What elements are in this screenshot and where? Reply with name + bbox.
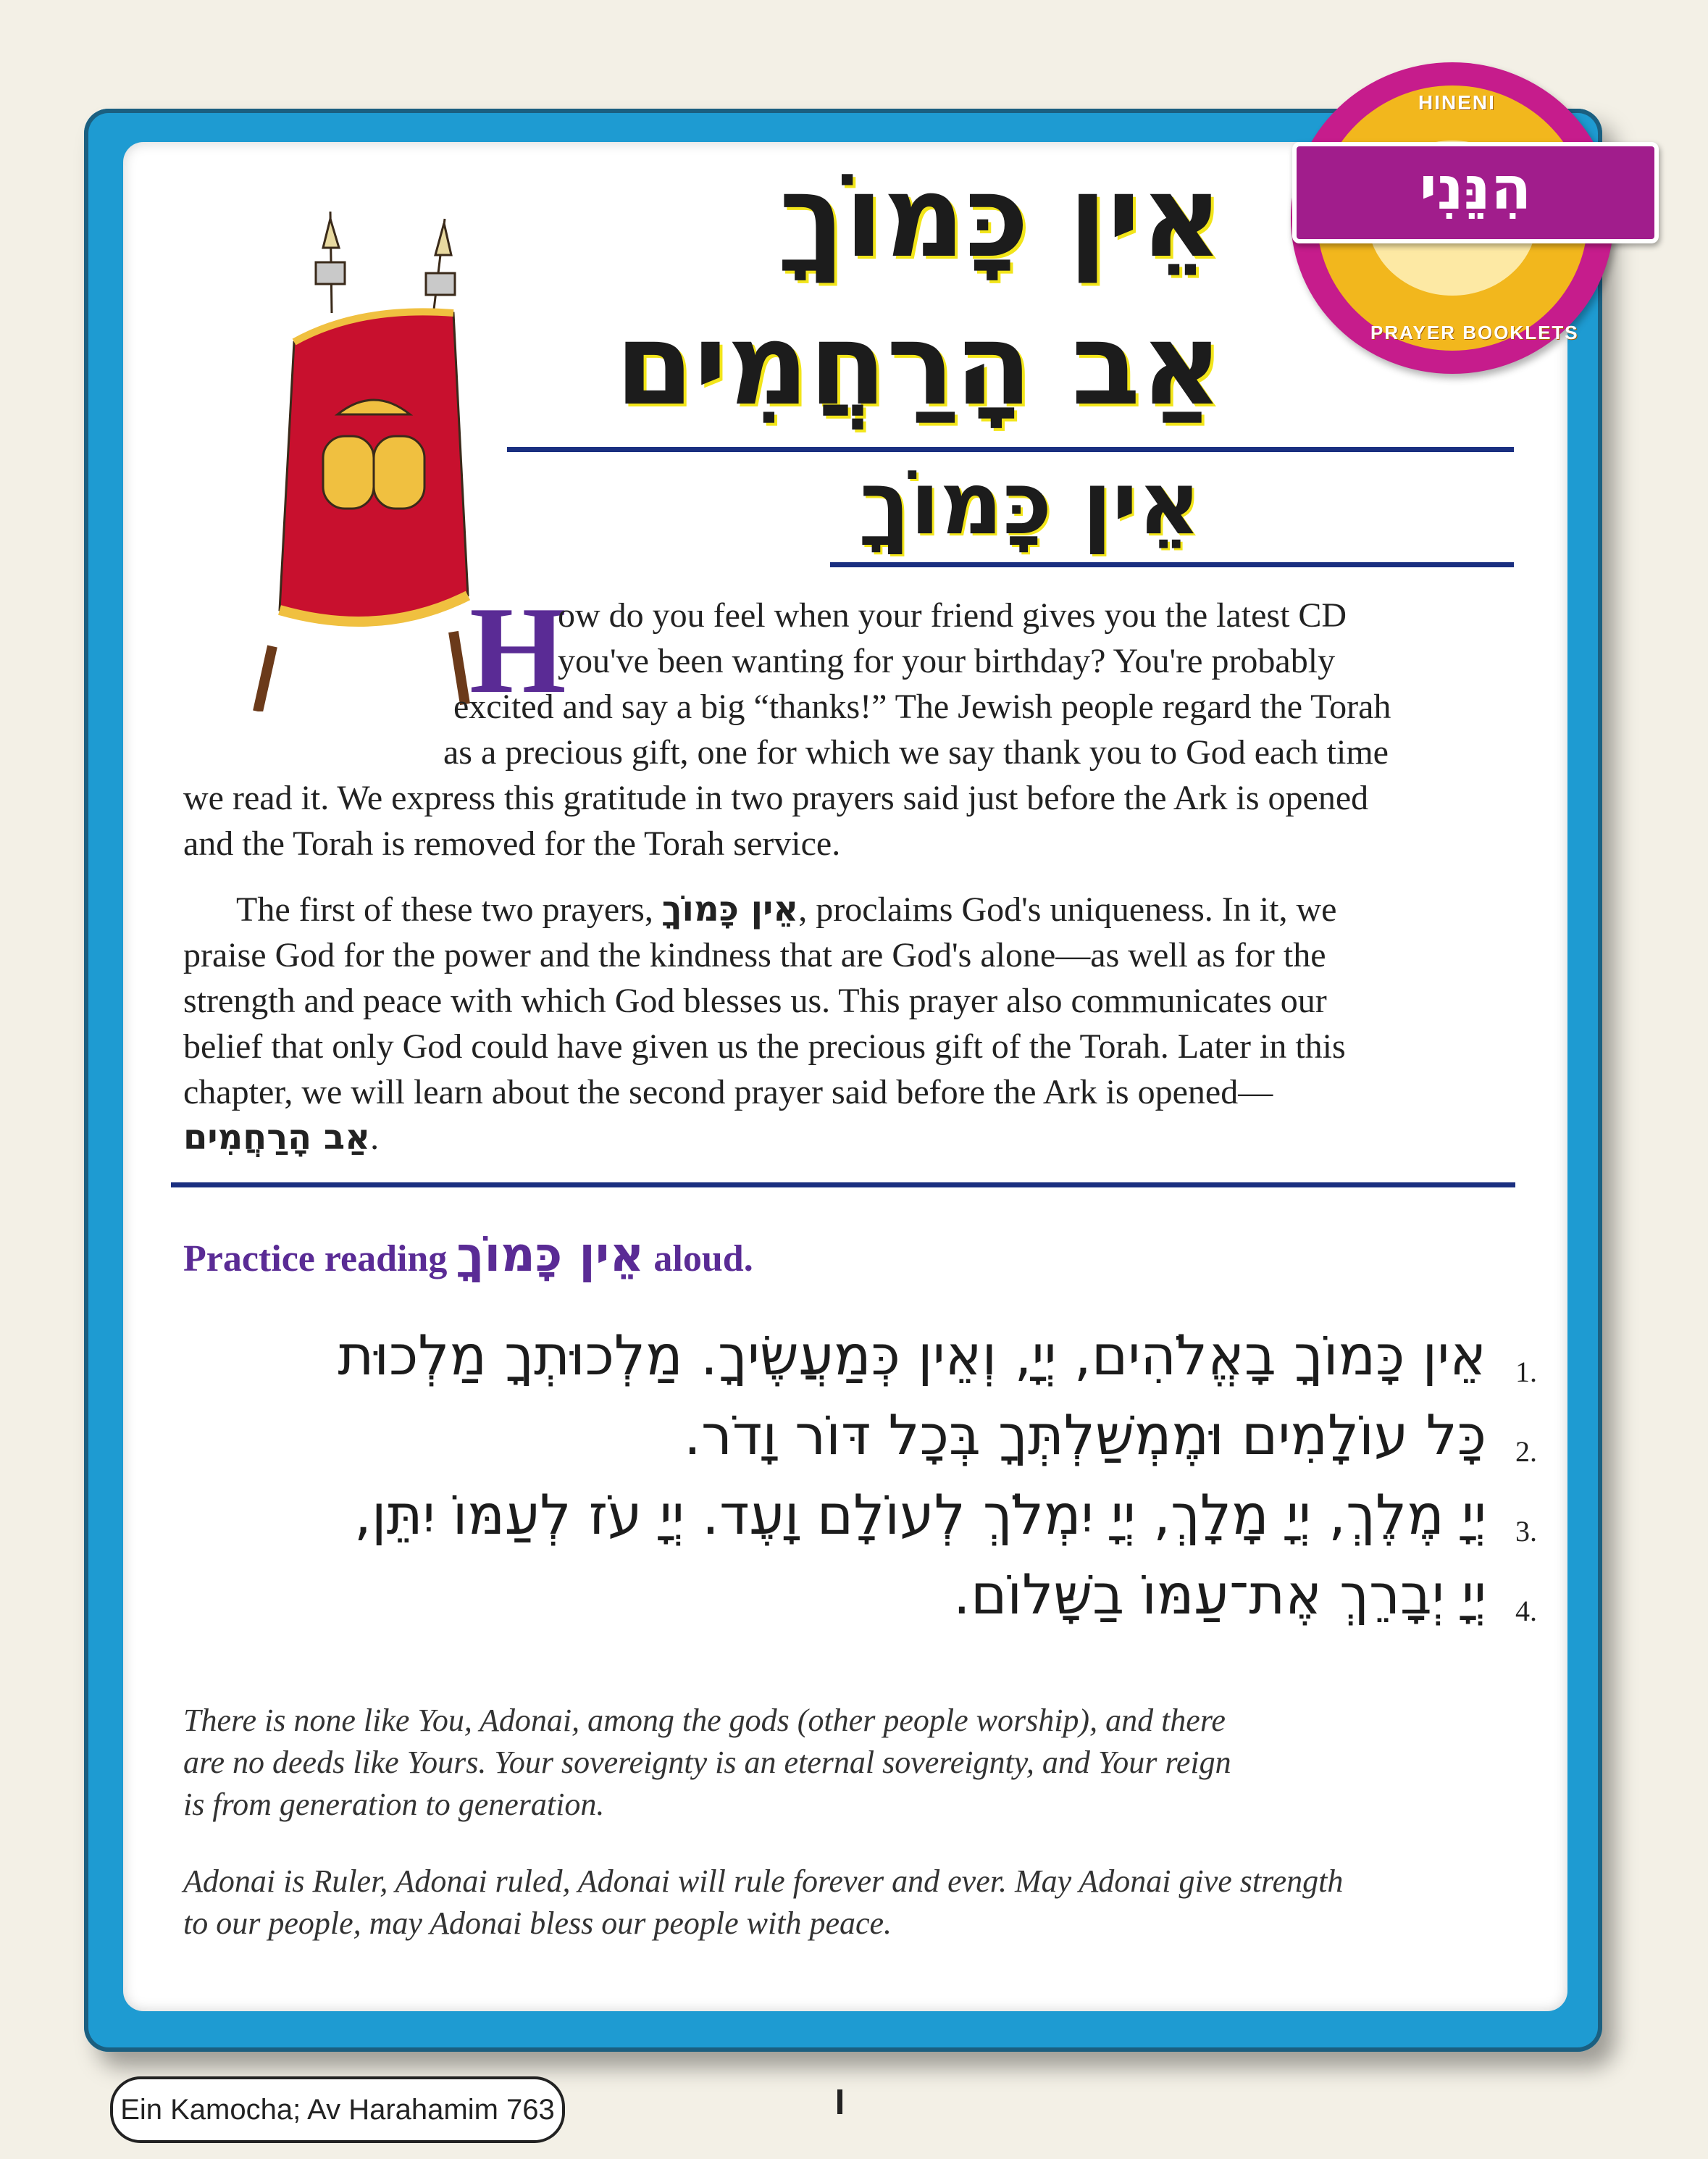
- intro-line-1: ow do you feel when your friend gives you the latest CD: [558, 596, 1347, 635]
- translation-line-3: is from generation to generation.: [183, 1787, 605, 1822]
- title-divider: [507, 447, 1514, 452]
- paragraph2-line-3: strength and peace with which God blesses us. This prayer also communicates our: [183, 982, 1327, 1020]
- prayer-line-2: [197, 1403, 1537, 1482]
- prayer-line-number: 3.: [1515, 1515, 1537, 1548]
- paragraph2-text-after: , proclaims God's uniqueness. In it, we: [798, 890, 1337, 929]
- section-divider: [171, 1182, 1515, 1187]
- prayer-line-number: 1.: [1515, 1356, 1537, 1388]
- prayer-line-4: [197, 1562, 1537, 1642]
- prayer-line-3: [197, 1482, 1537, 1562]
- section-subtitle: אֵין כָּמוֹךָ: [860, 454, 1201, 554]
- inline-hebrew-ein-kamocha: אֵין כָּמוֹךָ: [661, 889, 799, 930]
- badge-bottom-text: PRAYER BOOKLETS: [1370, 322, 1579, 343]
- prayer-line-number: 2.: [1515, 1435, 1537, 1468]
- badge-top-text: HINENI: [1418, 91, 1496, 114]
- intro-line-2: you've been wanting for your birthday? You're probably: [558, 642, 1336, 680]
- paragraph2-line-4: belief that only God could have given us the precious gift of the Torah. Later in this: [183, 1027, 1346, 1066]
- practice-text-before: Practice reading: [183, 1238, 448, 1279]
- intro-line-4: as a precious gift, one for which we say thank you to God each time: [443, 733, 1389, 772]
- practice-text-after: aloud.: [653, 1238, 753, 1279]
- paragraph2-line-1: [236, 887, 1336, 932]
- intro-line-6: and the Torah is removed for the Torah service.: [183, 824, 841, 863]
- drop-cap: H: [469, 582, 566, 719]
- prayer-line-text: כָּל עוֹלָמִים וּמֶמְשַׁלְתְּךָ בְּכָל דּוֹר וָדֹר.: [683, 1403, 1486, 1467]
- paragraph2-line-5: chapter, we will learn about the second prayer said before the Ark is opened—: [183, 1073, 1273, 1111]
- prayer-line-text: אֵין כָּמוֹךָ בָאֱלֹהִים, יְיָ, וְאֵין כְּמַעֲשֶׂיךָ. מַלְכוּתְךָ מַלְכוּת: [338, 1323, 1486, 1387]
- page-title-av-harahamim: אַב הָרַחֲמִים: [615, 298, 1223, 430]
- prayer-line-text: יְיָ יְבָרֵךְ אֶת־עַמּוֹ בַשָּׁלוֹם.: [953, 1562, 1486, 1626]
- practice-heading: [183, 1227, 753, 1282]
- translation-line-5: to our people, may Adonai bless our people with peace.: [183, 1905, 892, 1941]
- practice-hebrew: אֵין כָּמוֹךָ: [456, 1227, 645, 1282]
- intro-line-5: we read it. We express this gratitude in two prayers said just before the Ark is opened: [183, 779, 1369, 817]
- page-footer-label: Ein Kamocha; Av Harahamim 763: [110, 2076, 565, 2143]
- paragraph2-line-2: praise God for the power and the kindness that are God's alone—as well as for the: [183, 936, 1326, 974]
- translation-line-4: Adonai is Ruler, Adonai ruled, Adonai will rule forever and ever. May Adonai give strength: [183, 1863, 1344, 1899]
- subtitle-divider: [830, 562, 1514, 567]
- intro-line-3: excited and say a big “thanks!” The Jewish people regard the Torah: [453, 688, 1391, 726]
- paragraph2-line-6: [183, 1115, 379, 1161]
- prayer-line-number: 4.: [1515, 1595, 1537, 1627]
- translation-line-2: are no deeds like Yours. Your sovereignty is an eternal sovereignty, and Your reign: [183, 1745, 1231, 1780]
- torah-scroll-illustration: [214, 204, 490, 711]
- inline-hebrew-av-harahamim: אַב הָרַחֲמִים: [183, 1117, 371, 1158]
- prayer-line-1: [197, 1323, 1537, 1403]
- badge-band-hineni: הִנֵּנִי: [1292, 142, 1659, 243]
- paragraph2-last-punct: .: [370, 1119, 380, 1157]
- paragraph2-text-before: The first of these two prayers,: [236, 890, 653, 929]
- page-center-mark: [837, 2089, 842, 2114]
- prayer-line-text: יְיָ מֶלֶךְ, יְיָ מָלָךְ, יְיָ יִמְלֹךְ לְעוֹלָם וָעֶד. יְיָ עֹז לְעַמּוֹ יִתֵּן,: [353, 1482, 1486, 1547]
- translation-line-1: There is none like You, Adonai, among the gods (other people worship), and there: [183, 1703, 1226, 1738]
- page-title-ein-kamocha: אֵין כָּמוֹךָ: [779, 151, 1223, 283]
